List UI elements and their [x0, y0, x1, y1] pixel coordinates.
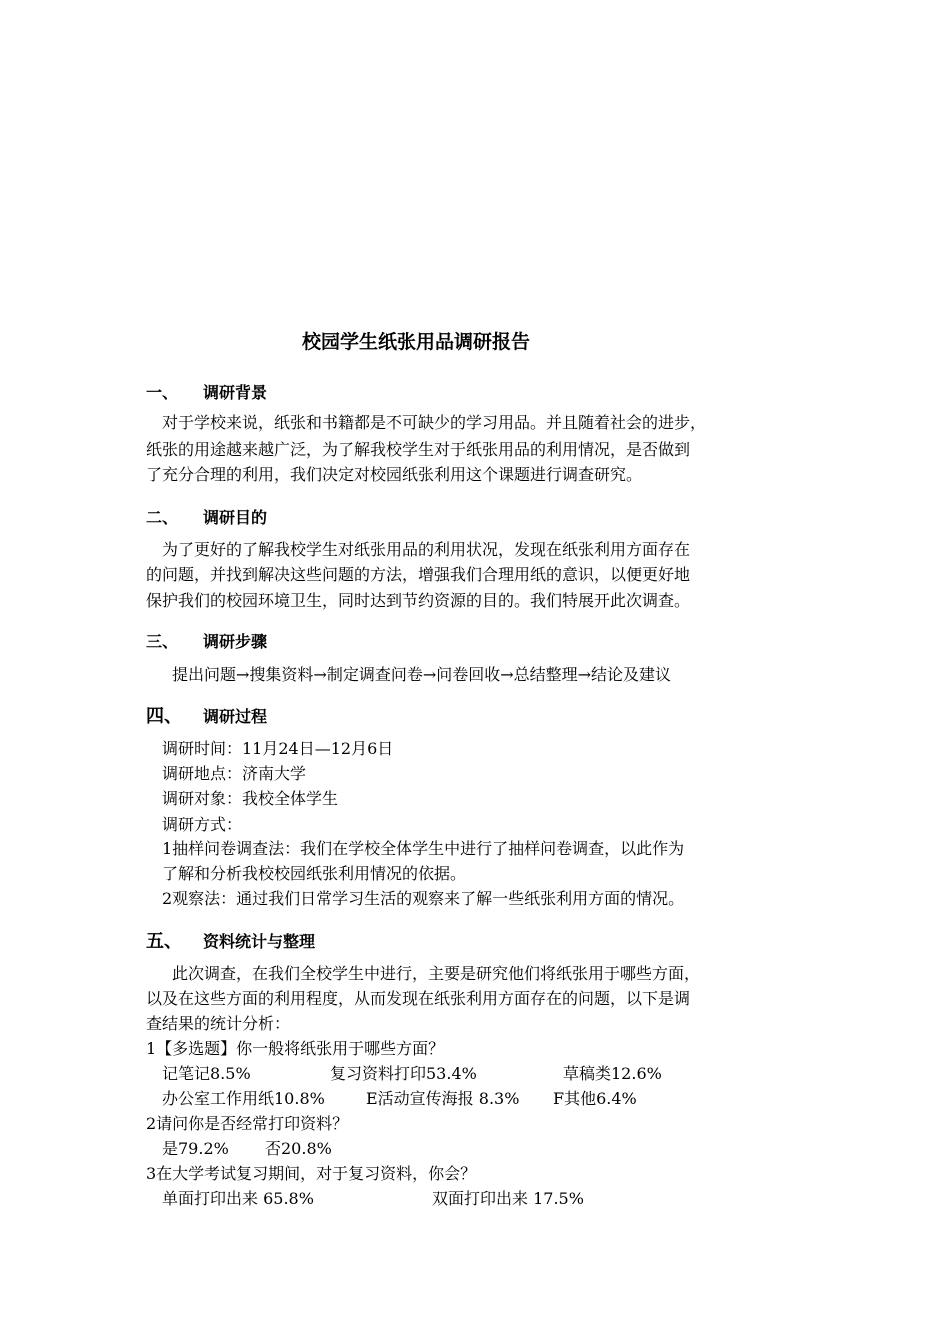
- q1-option-c: 草稿类12.6%: [563, 1064, 662, 1083]
- q3-option-double: 双面打印出来 17.5%: [432, 1189, 584, 1208]
- q1-option-d: 办公室工作用纸10.8%: [162, 1089, 325, 1108]
- section-1-heading: 调研背景: [203, 383, 268, 402]
- question-2: 2请问你是否经常打印资料？: [146, 1114, 349, 1133]
- section-3-number: 三、: [146, 632, 179, 651]
- section-4-number: 四、: [146, 706, 182, 727]
- section-5-heading: 资料统计与整理: [203, 932, 316, 951]
- steps-line: 提出问题→搜集资料→制定调查问卷→问卷回收→总结整理→结论及建议: [172, 665, 672, 684]
- document-title: 校园学生纸张用品调研报告: [302, 331, 531, 353]
- q1-option-e: E活动宣传海报 8.3%: [366, 1089, 520, 1108]
- process-line: 1抽样问卷调查法：我们在学校全体学生中进行了抽样问卷调查，以此作为: [162, 839, 685, 858]
- section-3-heading: 调研步骤: [203, 632, 268, 651]
- section-2-number: 二、: [146, 508, 179, 527]
- paragraph-line: 保护我们的校园环境卫生，同时达到节约资源的目的。我们特展开此次调查。: [146, 591, 691, 610]
- paragraph-line: 为了更好的了解我校学生对纸张用品的利用状况，发现在纸张利用方面存在: [162, 540, 691, 559]
- q1-option-b: 复习资料打印53.4%: [330, 1064, 477, 1083]
- process-line: 调研方式：: [162, 815, 243, 834]
- paragraph-line: 了充分合理的利用，我们决定对校园纸张利用这个课题进行调查研究。: [146, 465, 643, 484]
- section-4-heading: 调研过程: [203, 707, 268, 726]
- paragraph-line: 此次调查，在我们全校学生中进行，主要是研究他们将纸张用于哪些方面，: [172, 964, 701, 983]
- q1-option-f: F其他6.4%: [553, 1089, 637, 1108]
- paragraph-line: 纸张的用途越来越广泛，为了解我校学生对于纸张用品的利用情况，是否做到: [146, 440, 691, 459]
- question-3: 3在大学考试复习期间，对于复习资料，你会？: [146, 1164, 477, 1183]
- q1-option-a: 记笔记8.5%: [162, 1064, 251, 1083]
- process-line: 调研地点：济南大学: [162, 764, 307, 783]
- section-5-number: 五、: [146, 931, 182, 952]
- section-1-number: 一、: [146, 383, 179, 402]
- q2-option-yes: 是79.2%: [162, 1139, 229, 1158]
- process-line: 调研时间：11月24日—12月6日: [162, 739, 394, 758]
- section-2-heading: 调研目的: [203, 508, 268, 527]
- q2-option-no: 否20.8%: [265, 1139, 332, 1158]
- process-line: 调研对象：我校全体学生: [162, 789, 339, 808]
- process-line: 了解和分析我校校园纸张利用情况的依据。: [162, 864, 467, 883]
- paragraph-line: 查结果的统计分析：: [146, 1014, 291, 1033]
- process-line: 2观察法：通过我们日常学习生活的观察来了解一些纸张利用方面的情况。: [162, 889, 685, 908]
- q3-option-single: 单面打印出来 65.8%: [162, 1189, 314, 1208]
- paragraph-line: 以及在这些方面的利用程度，从而发现在纸张利用方面存在的问题，以下是调: [146, 989, 691, 1008]
- paragraph-line: 对于学校来说，纸张和书籍都是不可缺少的学习用品。并且随着社会的进步，: [162, 413, 707, 432]
- paragraph-line: 的问题，并找到解决这些问题的方法，增强我们合理用纸的意识，以便更好地: [146, 565, 691, 584]
- question-1: 1【多选题】你一般将纸张用于哪些方面？: [146, 1039, 445, 1058]
